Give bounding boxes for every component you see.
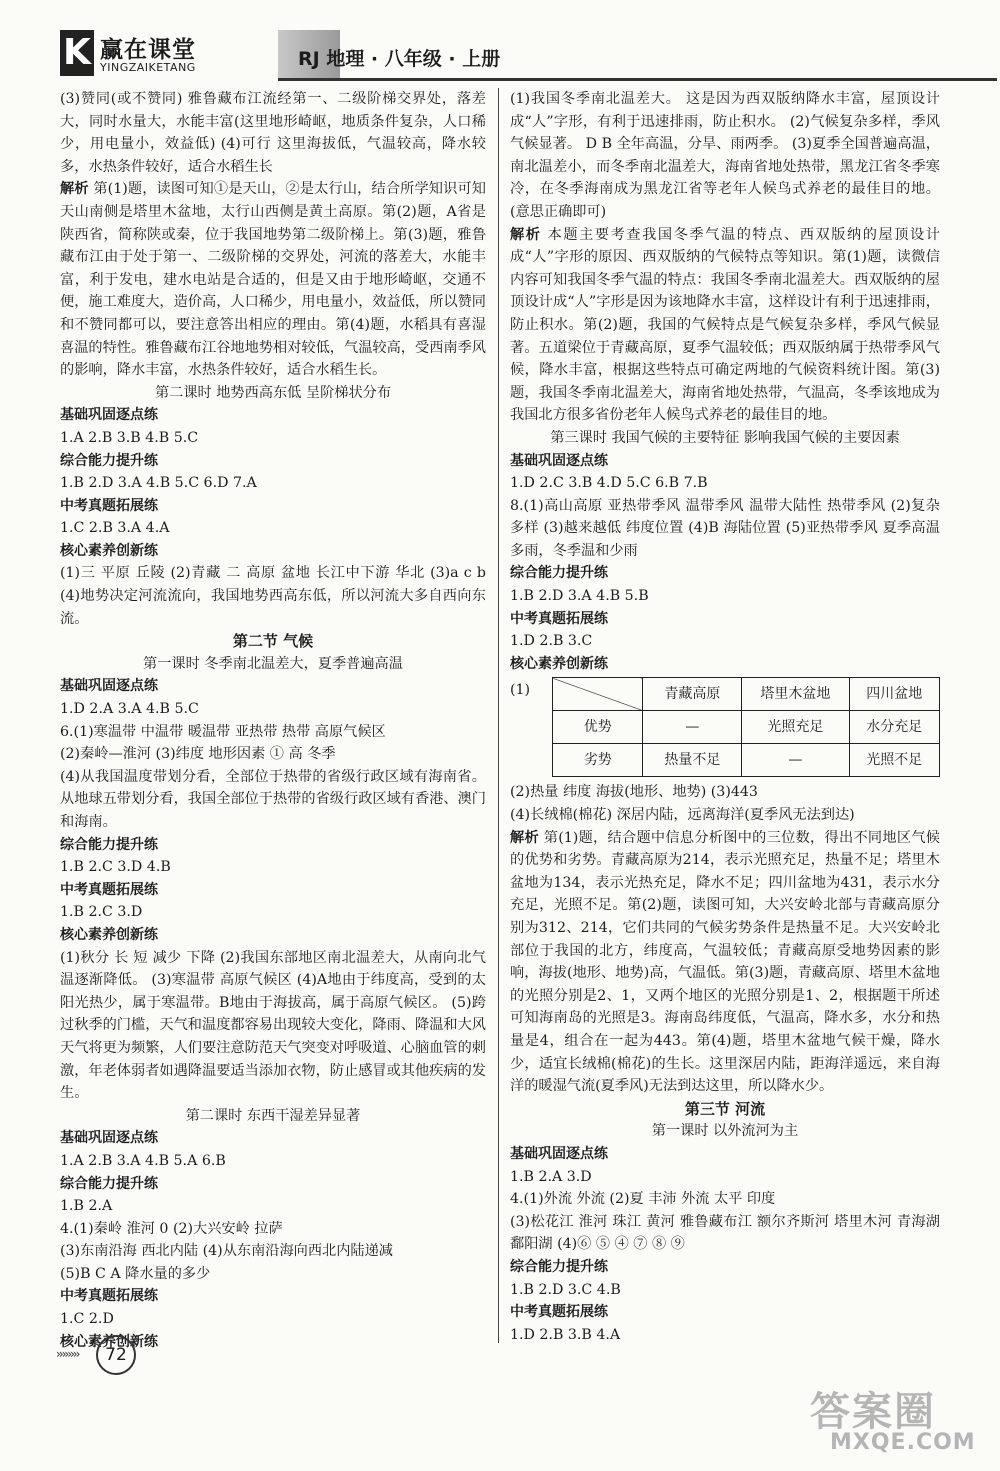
section-heading: 中考真题拓展练 <box>510 1304 608 1321</box>
section-heading: 综合能力提升练 <box>510 565 608 582</box>
analysis-paragraph <box>60 178 486 381</box>
table-label: (1) <box>510 682 531 699</box>
section-heading: 中考真题拓展练 <box>510 610 608 627</box>
answer-line: (5)B C A 降水量的多少 <box>60 1265 211 1282</box>
table-header-cell: 青藏高原 <box>643 678 742 711</box>
section-heading: 核心素养创新练 <box>510 655 608 672</box>
answer-line: 1.B 2.D 3.A 4.B 5.B <box>510 588 649 605</box>
left-column <box>60 88 486 1353</box>
right-column-bottom <box>510 781 940 1346</box>
brand-name: 赢在课堂 <box>100 37 196 63</box>
table-header-cell: 四川盆地 <box>849 678 940 711</box>
book-title: RJ 地理 · 八年级 · 上册 <box>298 48 501 70</box>
section-heading: 基础巩固逐点练 <box>60 407 158 424</box>
table-header-cell: 塔里木盆地 <box>742 678 849 711</box>
answer-line: 1.C 2.B 3.A 4.A <box>60 520 170 537</box>
section-heading: 基础巩固逐点练 <box>60 1130 158 1147</box>
lesson-title: 第一课时 冬季南北温差大，夏季普遍高温 <box>143 655 403 672</box>
section-heading: 基础巩固逐点练 <box>510 1145 608 1162</box>
table-row <box>553 711 940 744</box>
answer-line: (4)从我国温度带划分看，全部位于热带的省级行政区域有海南省。从地球五带划分看，我国全部位于热带的省级行政区域有香港、澳门和海南。 <box>60 768 486 830</box>
answer-line: 1.A 2.B 3.A 4.B 5.A 6.B <box>60 1152 226 1169</box>
answer-line: (3)松花江 淮河 珠江 黄河 雅鲁藏布江 额尔齐斯河 塔里木河 青海湖 鄱阳湖 (4)⑥ ⑤ ④ ⑦ ⑧ ⑨ <box>510 1213 940 1253</box>
table-cell: — <box>742 744 849 777</box>
analysis-text: 本题主要考查我国冬季气温的特点、西双版纳的屋顶设计成“人”字形的原因、西双版纳的气候特点等知识。第(1)题，读微信内容可知我国冬季气温的特点：我国冬季南北温差大。西双版纳的屋顶设计成“人”字形是因为该地降水丰富，这样设计有利于迅速排雨，防止积水。第(2)题，我国的气候特点是气候复杂多样，季风气候显著。五道梁位于青藏高原，夏季气温较低；西双版纳属于热带季风气候，降水丰富，根据这些特点可确定两地的气候资料统计图。第(3)题，我国冬季南北温差大，海南省地处热带，气温高，冬季该地成为我国北方很多省份老年人候鸟式养老的最佳目的地。 <box>510 226 940 424</box>
page-number-block <box>56 1335 146 1375</box>
column-divider <box>498 88 499 1343</box>
answer-line: (3)赞同(或不赞同) 雅鲁藏布江流经第一、二级阶梯交界处，落差大，同时水量大，水能丰富(这里地形崎岖，地质条件复杂，人口稀少，用电量小，效益低) (4)可行 这里海拔低，气温较高，降水较多，水热条件较好，适合水稻生长 <box>60 91 486 175</box>
section-heading: 基础巩固逐点练 <box>60 678 158 695</box>
answer-line: (2)热量 纬度 海拔(地形、地势) (3)443 <box>510 784 758 801</box>
brand-name-latin: YINGZAIKETANG <box>100 61 196 74</box>
section-heading: 核心素养创新练 <box>60 1333 158 1350</box>
analysis-label: 解析 <box>510 226 542 243</box>
analysis-text: 第(1)题，读图可知①是天山，②是太行山，结合所学知识可知天山南侧是塔里木盆地，太行山西侧是黄土高原。第(2)题，A省是陕西省，简称陕或秦，位于我国地势第二级阶梯上。第(3)题，雅鲁藏布江由于处于第一、二级阶梯的交界处，河流的落差大，水能丰富，利于发电，建水电站是合适的，但是又由于地形崎岖，交通不便，施工难度大，造价高，人口稀少，用电量小，效益低，所以赞同和不赞同都可以，要注意答出相应的理由。第(4)题，水稻具有喜湿喜温的特性。雅鲁藏布江谷地地势相对较低，气温较高，受西南季风的影响，降水丰富，水热条件较好，适合水稻生长。 <box>60 181 486 379</box>
lesson-title: 第三课时 我国气候的主要特征 影响我国气候的主要因素 <box>550 429 900 446</box>
chapter-title: 第二节 气候 <box>232 632 314 651</box>
answer-line: (3)东南沿海 西北内陆 (4)从东南沿海向西北内陆递减 <box>60 1243 393 1260</box>
lesson-title: 第一课时 以外流河为主 <box>651 1123 799 1140</box>
analysis-paragraph <box>510 224 940 427</box>
section-heading: 综合能力提升练 <box>60 452 158 469</box>
section-heading: 中考真题拓展练 <box>60 497 158 514</box>
answer-line: 1.B 2.C 3.D 4.B <box>60 859 171 876</box>
answer-line: 1.B 2.D 3.C 4.B <box>510 1281 621 1298</box>
lesson-title: 第二课时 地势西高东低 呈阶梯状分布 <box>154 384 392 401</box>
right-column-top <box>510 88 940 675</box>
site-watermark <box>810 1380 976 1455</box>
answer-line: (4)长绒棉(棉花) 深居内陆，远离海洋(夏季风无法到达) <box>510 807 855 824</box>
answer-line: 1.D 2.B 3.B 4.A <box>510 1326 621 1343</box>
table-cell: 水分充足 <box>849 711 940 744</box>
section-heading: 基础巩固逐点练 <box>510 452 608 469</box>
comparison-table <box>552 677 940 777</box>
answer-line: 6.(1)寒温带 中温带 暖温带 亚热带 热带 高原气候区 <box>60 723 386 740</box>
answer-line: 1.B 2.A <box>60 1198 113 1215</box>
brand-logo-icon: K <box>60 30 94 76</box>
answer-line: 1.B 2.C 3.D <box>60 904 143 921</box>
section-heading: 综合能力提升练 <box>510 1258 608 1275</box>
answer-line: 1.D 2.A 3.A 4.B 5.C <box>60 701 199 718</box>
section-heading: 综合能力提升练 <box>60 1175 158 1192</box>
section-heading: 中考真题拓展练 <box>60 1288 158 1305</box>
analysis-label: 解析 <box>60 181 89 198</box>
table-cell: 光照不足 <box>849 744 940 777</box>
answer-line: 4.(1)秦岭 淮河 0 (2)大兴安岭 拉萨 <box>60 1220 283 1237</box>
answer-line: (1)三 平原 丘陵 (2)青藏 二 高原 盆地 长江中下游 华北 (3)a c b (4)地势决定河流流向，我国地势西高东低，所以河流大多自西向东流。 <box>60 565 486 627</box>
table-row-label: 劣势 <box>553 744 643 777</box>
table-cell: 光照充足 <box>742 711 849 744</box>
answer-line: (1)我国冬季南北温差大。 这是因为西双版纳降水丰富，屋顶设计成“人”字形，有利于迅速排雨，防止积水。 (2)气候复杂多样，季风气候显著。 D B 全年高温，分旱、雨两季。 (3)夏季全国普遍高温，南北温差小，而冬季南北温差大，海南省地处热带，黑龙江省冬季寒冷，在冬季海南成为黑龙江省等老年人候鸟式养老的最佳目的地。(意思正确即可) <box>510 91 940 220</box>
page-header <box>60 30 997 84</box>
chapter-title: 第三节 河流 <box>684 1099 766 1118</box>
watermark-main: 答案圈 <box>810 1389 936 1435</box>
analysis-label: 解析 <box>510 829 539 846</box>
answer-line: 1.B 2.D 3.A 4.B 5.C 6.D 7.A <box>60 475 257 492</box>
header-rule <box>278 78 997 81</box>
answer-line: 1.D 2.C 3.B 4.D 5.C 6.B 7.B <box>510 475 708 492</box>
arrow-decoration-icon: ›››››››› <box>56 1347 79 1361</box>
section-heading: 中考真题拓展练 <box>60 881 158 898</box>
answer-line: 8.(1)高山高原 亚热带季风 温带季风 温带大陆性 热带季风 (2)复杂多样 (3)越来越低 纬度位置 (4)B 海陆位置 (5)亚热带季风 夏季高温多雨，冬季温和少雨 <box>510 497 940 559</box>
answer-line: 1.A 2.B 3.B 4.B 5.C <box>60 429 199 446</box>
table-row-label: 优势 <box>553 711 643 744</box>
table-corner-cell <box>553 678 643 711</box>
watermark-url: MXQE.COM <box>830 1430 976 1455</box>
section-heading: 核心素养创新练 <box>60 926 158 943</box>
table-cell: 热量不足 <box>643 744 742 777</box>
answer-line: 1.B 2.A 3.D <box>510 1168 592 1185</box>
section-heading: 核心素养创新练 <box>60 542 158 559</box>
comparison-table-block <box>510 677 940 777</box>
answer-line: 1.D 2.B 3.C <box>510 633 593 650</box>
right-column <box>510 88 940 1346</box>
analysis-text: 第(1)题，结合题中信息分析图中的三位数，得出不同地区气候的优势和劣势。青藏高原为214，表示光照充足，热量不足；塔里木盆地为134，表示光热充足，降水不足；四川盆地为431，表示水分充足，光照不足。第(2)题，读图可知，大兴安岭北部与青藏高原分别为312、214，它们共同的气候劣势条件是热量不足。大兴安岭北部位于我国的北方，纬度高，气温较低；青藏高原受地势因素的影响，海拔(地形、地势)高，气温低。第(3)题，青藏高原、塔里木盆地的光照分别是2、1，又两个地区的光照分别是1、2，根据题干所述可知海南岛的光照是3。海南岛纬度低，气温高，降水多，水分和热量是4，组合在一起为443。第(4)题，塔里木盆地气候干燥，降水少，适宜长绒棉(棉花)的生长。这里深居内陆，距海洋遥远，来自海洋的暖湿气流(夏季风)无法到达这里，所以降水少。 <box>510 829 940 1095</box>
analysis-paragraph <box>510 827 940 1098</box>
answer-line: (2)秦岭—淮河 (3)纬度 地形因素 ① 高 冬季 <box>60 746 336 763</box>
page-number: 72 <box>96 1335 136 1375</box>
lesson-title: 第二课时 东西干湿差异显著 <box>185 1107 361 1124</box>
table-cell: — <box>643 711 742 744</box>
answer-line: 1.C 2.D <box>60 1311 114 1328</box>
section-heading: 综合能力提升练 <box>60 836 158 853</box>
table-row <box>553 744 940 777</box>
table-header-row <box>553 678 940 711</box>
answer-line: (1)秋分 长 短 减少 下降 (2)我国东部地区南北温差大，从南向北气温逐渐降低。 (3)寒温带 高原气候区 (4)A地由于纬度高，受到的太阳光热少，属于寒温带。B地由于海拔高，属于高原气候区。 (5)跨过秋季的门槛，天气和温度都容易出现较大变化，降雨、降温和大风天气将更为频繁，人们要注意防范天气突变对呼吸道、心脑血管的刺激，年老体弱者如遇降温要适当添加衣物，防止感冒或其他疾病的发生。 <box>60 949 486 1102</box>
answer-line: 4.(1)外流 外流 (2)夏 丰沛 外流 太平 印度 <box>510 1191 776 1208</box>
